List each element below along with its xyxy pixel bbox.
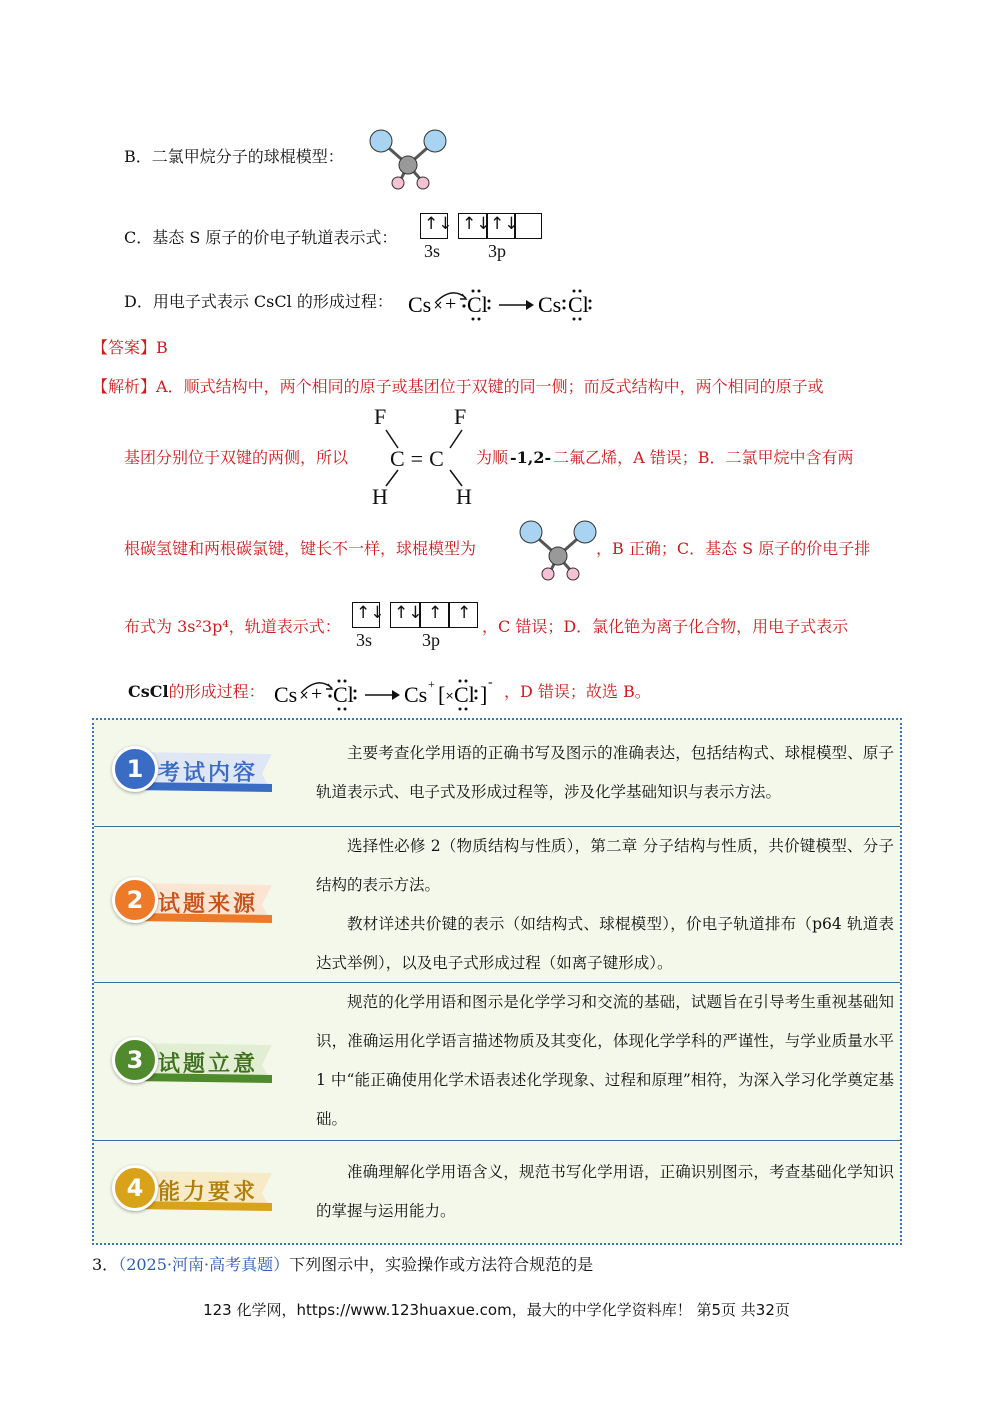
electron-formation-analysis [270, 670, 506, 714]
analysis-line-4b: ，C 错误；D．氯化铯为离子化合物，用电子式表示 [482, 617, 849, 636]
svg-text:-: - [488, 675, 493, 690]
svg-text:Cs: Cs [404, 682, 428, 707]
page-footer: 123 化学网，https://www.123huaxue.com，最大的中学化学资料库！ 第5页 共32页 [203, 1301, 790, 1319]
badge-title: 能力要求 [158, 1180, 259, 1205]
orbital-diagram-c: ↑↓ ↑↓ ↑↓ 3s 3p [420, 213, 544, 265]
svg-text:×: × [433, 298, 444, 312]
svg-text:]: ] [480, 682, 488, 707]
svg-text:Cs: Cs [274, 682, 298, 707]
analysis-line-5a: CsCl的形成过程： [128, 682, 265, 701]
ball-stick-model-b [362, 125, 454, 195]
badge-exam-content [112, 742, 272, 798]
panel-row-exam-content [94, 720, 900, 826]
analysis-line-3a: 根碳氢键和两根碳氯键，键长不一样，球棍模型为 [124, 539, 477, 558]
option-c-text: C．基态 S 原子的价电子轨道表示式： [124, 228, 398, 247]
analysis-line-1: 【解析】A．顺式结构中，两个相同的原子或基团位于双键的同一侧；而反式结构中，两个相同的原子或 [92, 377, 824, 396]
badge-number: 3 [112, 1037, 158, 1083]
panel-row-intent [94, 982, 900, 1141]
difluoroethene-structure: F F C=C H H [372, 404, 472, 509]
panel-text-1: 主要考查化学用语的正确书写及图示的准确表达，包括结构式、球棍模型、原子轨道表示式、电子式及形成过程等，涉及化学基础知识与表示方法。 [316, 744, 894, 801]
ball-stick-model-analysis [512, 516, 604, 586]
answer: 【答案】B [92, 338, 168, 357]
badge-number: 1 [112, 746, 158, 792]
svg-text:Cs: Cs [408, 292, 432, 317]
svg-text:Cl: Cl [568, 292, 589, 317]
svg-text:+: + [445, 293, 457, 315]
panel-text-3: 规范的化学用语和图示是化学学习和交流的基础，试题旨在引导考生重视基础知识，准确运用化学语言描述物质及其变化，体现化学学科的严谨性，与学业质量水平 1 中“能正确使用化学术语表述化学现象、过程和原理”相符，为深入学习化学奠定基础。 [316, 993, 894, 1128]
analysis-line-4a: 布式为 3s²3p⁴，轨道表示式： [124, 617, 341, 636]
electron-formation-d [404, 280, 604, 324]
analysis-line-2a: 基团分别位于双键的两侧，所以 [124, 448, 349, 467]
badge-intent [112, 1033, 272, 1089]
badge-title: 考试内容 [158, 761, 259, 786]
svg-text:Cs: Cs [538, 292, 562, 317]
panel-text-4: 准确理解化学用语含义，规范书写化学用语，正确识别图示，考查基础化学知识的掌握与运用能力。 [316, 1163, 894, 1220]
badge-number: 4 [112, 1165, 158, 1211]
badge-ability [112, 1161, 272, 1217]
svg-text:×: × [299, 688, 310, 702]
svg-text:+: + [311, 683, 323, 705]
panel-row-ability [94, 1140, 900, 1244]
badge-number: 2 [112, 877, 158, 923]
panel-row-source [94, 826, 900, 983]
svg-text:[: [ [438, 682, 446, 707]
svg-text:×: × [445, 689, 455, 702]
svg-text:Cl: Cl [467, 292, 488, 317]
analysis-line-5c: ，D 错误；故选 B。 [504, 682, 651, 701]
analysis-line-3b: ，B 正确；C．基态 S 原子的价电子排 [596, 539, 871, 558]
analysis-panel [92, 718, 902, 1245]
option-b-text: B．二氯甲烷分子的球棍模型： [124, 147, 344, 166]
svg-text:Cl: Cl [333, 682, 354, 707]
orbital-diagram-analysis: ↑↓ ↑↓ ↑ ↑ 3s 3p [352, 602, 480, 654]
badge-title: 试题立意 [158, 1052, 259, 1077]
panel-text-2: 选择性必修 2（物质结构与性质），第二章 分子结构与性质，共价键模型、分子结构的表示方法。 教材详述共价键的表示（如结构式、球棍模型），价电子轨道排布（p64 轨道表达式举例），以及电子式形成过程（如离子键形成）。 [316, 837, 894, 972]
svg-text:+: + [428, 677, 435, 691]
option-d-text: D．用电子式表示 CsCl 的形成过程： [124, 292, 393, 311]
badge-title: 试题来源 [158, 892, 259, 917]
svg-text:Cl: Cl [454, 682, 475, 707]
analysis-line-2b: 为顺 -1,2- 二氟乙烯，A 错误；B．二氯甲烷中含有两 [476, 448, 854, 467]
question-3: 3．（2025·河南·高考真题）下列图示中，实验操作或方法符合规范的是 [92, 1255, 594, 1274]
badge-source [112, 873, 272, 929]
